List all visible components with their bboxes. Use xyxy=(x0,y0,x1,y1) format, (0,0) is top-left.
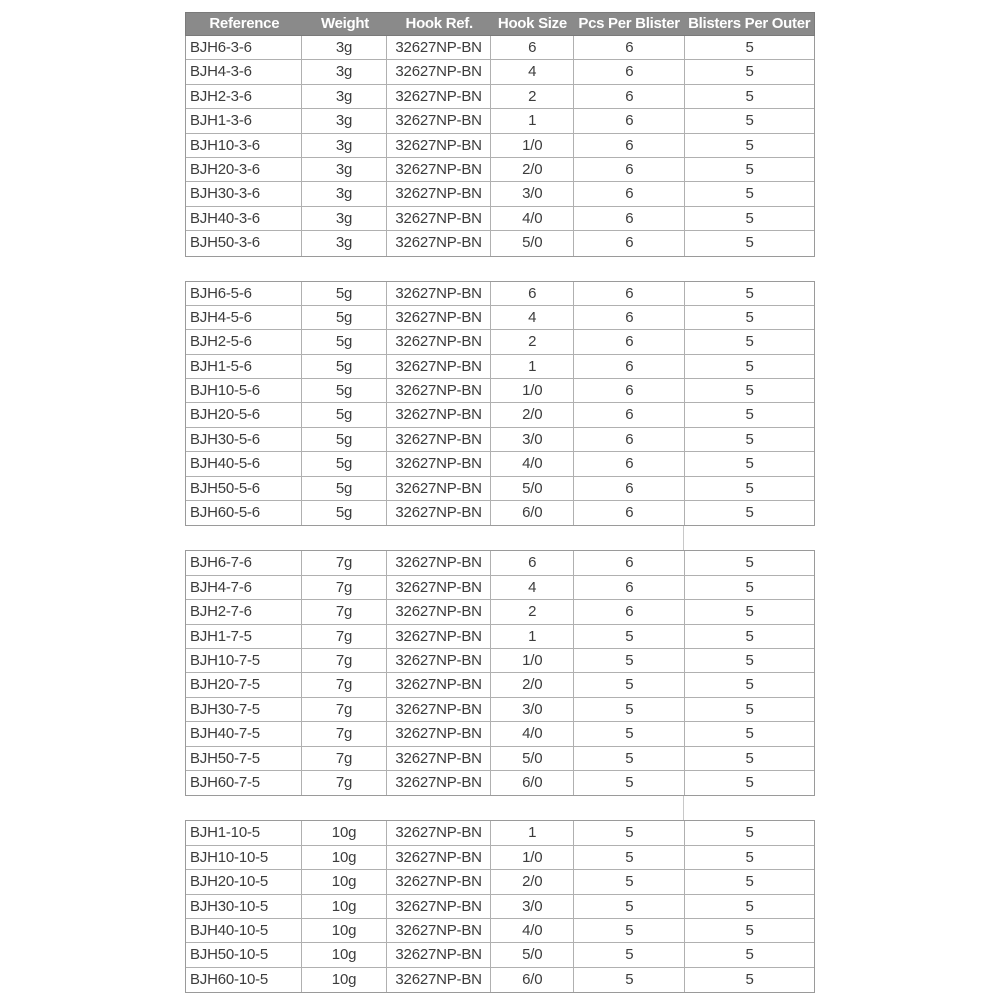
cell-weight: 7g xyxy=(302,747,387,770)
cell-weight: 3g xyxy=(302,60,387,83)
cell-hook-ref: 32627NP-BN xyxy=(387,551,491,574)
cell-reference: BJH1-3-6 xyxy=(186,109,302,132)
cell-blisters-per-outer: 5 xyxy=(745,700,754,718)
table-row xyxy=(186,452,814,476)
cell-blisters-per-outer: 5 xyxy=(745,357,754,375)
cell-blisters-per-outer: 5 xyxy=(745,382,754,400)
cell-hook-size: 4/0 xyxy=(491,452,574,475)
cell-hook-size: 3/0 xyxy=(491,895,574,918)
cell-reference: BJH40-5-6 xyxy=(186,452,302,475)
cell-blisters-per-outer: 5 xyxy=(745,284,754,302)
cell-weight: 3g xyxy=(302,36,387,59)
cell-weight: 3g xyxy=(302,85,387,108)
cell-blisters-per-outer: 5 xyxy=(745,578,754,596)
cell-blisters-per-outer: 5 xyxy=(745,87,754,105)
cell-hook-ref: 32627NP-BN xyxy=(387,501,491,525)
header-blisters-per-outer: Blisters Per Outer xyxy=(688,15,811,32)
cell-pcs-per-blister: 6 xyxy=(574,207,685,230)
table-row xyxy=(186,330,814,354)
cell-hook-size: 6 xyxy=(491,36,574,59)
table-row xyxy=(186,403,814,427)
cell-pcs-per-blister: 6 xyxy=(574,60,685,83)
header-hook-ref: Hook Ref. xyxy=(405,15,473,32)
cell-weight: 7g xyxy=(302,673,387,696)
cell-hook-ref: 32627NP-BN xyxy=(387,747,491,770)
cell-hook-size: 6/0 xyxy=(491,771,574,795)
table-row xyxy=(186,821,814,845)
cell-hook-ref: 32627NP-BN xyxy=(387,625,491,648)
table-header xyxy=(185,12,815,36)
table-row xyxy=(186,846,814,870)
cell-weight: 5g xyxy=(302,403,387,426)
table-row xyxy=(186,870,814,894)
header-pcs-per-blister: Pcs Per Blister xyxy=(578,15,680,32)
cell-reference: BJH2-7-6 xyxy=(186,600,302,623)
cell-hook-size: 4/0 xyxy=(491,207,574,230)
cell-hook-size: 5/0 xyxy=(491,477,574,500)
cell-reference: BJH20-3-6 xyxy=(186,158,302,181)
cell-hook-ref: 32627NP-BN xyxy=(387,428,491,451)
cell-hook-size: 1 xyxy=(491,821,574,844)
cell-blisters-per-outer: 5 xyxy=(745,824,754,842)
cell-hook-size: 3/0 xyxy=(491,182,574,205)
cell-hook-size: 2/0 xyxy=(491,673,574,696)
cell-hook-ref: 32627NP-BN xyxy=(387,231,491,255)
header-weight: Weight xyxy=(321,15,369,32)
cell-hook-size: 4 xyxy=(491,306,574,329)
cell-blisters-per-outer: 5 xyxy=(745,136,754,154)
cell-pcs-per-blister: 6 xyxy=(574,306,685,329)
table-row xyxy=(186,306,814,330)
spacer-divider xyxy=(683,796,684,820)
cell-reference: BJH2-3-6 xyxy=(186,85,302,108)
table-row xyxy=(186,207,814,231)
cell-blisters-per-outer: 5 xyxy=(745,627,754,645)
cell-reference: BJH6-7-6 xyxy=(186,551,302,574)
cell-hook-ref: 32627NP-BN xyxy=(387,36,491,59)
row-group xyxy=(185,281,815,527)
cell-pcs-per-blister: 5 xyxy=(574,649,685,672)
cell-weight: 10g xyxy=(302,821,387,844)
cell-hook-size: 3/0 xyxy=(491,698,574,721)
cell-reference: BJH30-3-6 xyxy=(186,182,302,205)
cell-hook-ref: 32627NP-BN xyxy=(387,330,491,353)
table-row xyxy=(186,428,814,452)
cell-hook-ref: 32627NP-BN xyxy=(387,134,491,157)
group-spacer xyxy=(185,796,815,820)
table-row xyxy=(186,282,814,306)
cell-hook-ref: 32627NP-BN xyxy=(387,158,491,181)
cell-pcs-per-blister: 6 xyxy=(574,576,685,599)
cell-reference: BJH20-5-6 xyxy=(186,403,302,426)
cell-blisters-per-outer: 5 xyxy=(745,848,754,866)
cell-reference: BJH40-3-6 xyxy=(186,207,302,230)
cell-hook-ref: 32627NP-BN xyxy=(387,477,491,500)
cell-pcs-per-blister: 5 xyxy=(574,821,685,844)
cell-hook-size: 5/0 xyxy=(491,943,574,966)
cell-hook-ref: 32627NP-BN xyxy=(387,870,491,893)
cell-reference: BJH4-7-6 xyxy=(186,576,302,599)
cell-reference: BJH1-10-5 xyxy=(186,821,302,844)
cell-blisters-per-outer: 5 xyxy=(745,946,754,964)
cell-hook-size: 6 xyxy=(491,282,574,305)
cell-hook-ref: 32627NP-BN xyxy=(387,452,491,475)
cell-weight: 5g xyxy=(302,330,387,353)
cell-hook-ref: 32627NP-BN xyxy=(387,355,491,378)
cell-pcs-per-blister: 6 xyxy=(574,158,685,181)
cell-blisters-per-outer: 5 xyxy=(745,479,754,497)
cell-blisters-per-outer: 5 xyxy=(745,430,754,448)
cell-hook-size: 1 xyxy=(491,625,574,648)
cell-reference: BJH60-7-5 xyxy=(186,771,302,795)
cell-pcs-per-blister: 6 xyxy=(574,452,685,475)
cell-hook-size: 2 xyxy=(491,85,574,108)
row-group xyxy=(185,36,815,257)
group-spacer xyxy=(185,257,815,281)
table-row xyxy=(186,379,814,403)
cell-weight: 5g xyxy=(302,477,387,500)
cell-hook-ref: 32627NP-BN xyxy=(387,821,491,844)
cell-weight: 5g xyxy=(302,306,387,329)
cell-pcs-per-blister: 5 xyxy=(574,747,685,770)
table-row xyxy=(186,355,814,379)
cell-pcs-per-blister: 6 xyxy=(574,477,685,500)
cell-reference: BJH50-10-5 xyxy=(186,943,302,966)
cell-blisters-per-outer: 5 xyxy=(745,234,754,252)
table-row xyxy=(186,576,814,600)
cell-weight: 10g xyxy=(302,895,387,918)
cell-hook-ref: 32627NP-BN xyxy=(387,282,491,305)
cell-hook-size: 1/0 xyxy=(491,379,574,402)
cell-blisters-per-outer: 5 xyxy=(745,112,754,130)
cell-hook-size: 1/0 xyxy=(491,649,574,672)
row-group xyxy=(185,820,815,993)
cell-pcs-per-blister: 5 xyxy=(574,698,685,721)
cell-pcs-per-blister: 5 xyxy=(574,771,685,795)
cell-pcs-per-blister: 6 xyxy=(574,109,685,132)
cell-hook-ref: 32627NP-BN xyxy=(387,968,491,992)
cell-hook-ref: 32627NP-BN xyxy=(387,771,491,795)
cell-weight: 7g xyxy=(302,698,387,721)
cell-weight: 7g xyxy=(302,600,387,623)
cell-hook-size: 2/0 xyxy=(491,158,574,181)
table-row xyxy=(186,625,814,649)
cell-blisters-per-outer: 5 xyxy=(745,160,754,178)
cell-hook-ref: 32627NP-BN xyxy=(387,207,491,230)
cell-weight: 5g xyxy=(302,282,387,305)
cell-reference: BJH50-3-6 xyxy=(186,231,302,255)
cell-pcs-per-blister: 6 xyxy=(574,182,685,205)
table-row xyxy=(186,968,814,992)
cell-pcs-per-blister: 6 xyxy=(574,282,685,305)
cell-hook-ref: 32627NP-BN xyxy=(387,85,491,108)
cell-blisters-per-outer: 5 xyxy=(745,308,754,326)
cell-hook-size: 2/0 xyxy=(491,403,574,426)
cell-blisters-per-outer: 5 xyxy=(745,185,754,203)
cell-hook-ref: 32627NP-BN xyxy=(387,698,491,721)
cell-reference: BJH40-7-5 xyxy=(186,722,302,745)
cell-hook-ref: 32627NP-BN xyxy=(387,846,491,869)
cell-blisters-per-outer: 5 xyxy=(745,725,754,743)
cell-pcs-per-blister: 5 xyxy=(574,673,685,696)
cell-hook-ref: 32627NP-BN xyxy=(387,600,491,623)
cell-hook-ref: 32627NP-BN xyxy=(387,649,491,672)
cell-pcs-per-blister: 6 xyxy=(574,379,685,402)
cell-weight: 3g xyxy=(302,158,387,181)
cell-reference: BJH10-5-6 xyxy=(186,379,302,402)
spacer-divider xyxy=(683,526,684,550)
table-row xyxy=(186,85,814,109)
cell-pcs-per-blister: 6 xyxy=(574,600,685,623)
table-row xyxy=(186,673,814,697)
table-row xyxy=(186,182,814,206)
cell-reference: BJH30-5-6 xyxy=(186,428,302,451)
cell-reference: BJH10-3-6 xyxy=(186,134,302,157)
table-row xyxy=(186,551,814,575)
cell-hook-ref: 32627NP-BN xyxy=(387,109,491,132)
table-row xyxy=(186,895,814,919)
cell-blisters-per-outer: 5 xyxy=(745,603,754,621)
cell-pcs-per-blister: 5 xyxy=(574,943,685,966)
cell-pcs-per-blister: 6 xyxy=(574,501,685,525)
table-row xyxy=(186,722,814,746)
cell-reference: BJH20-10-5 xyxy=(186,870,302,893)
cell-hook-ref: 32627NP-BN xyxy=(387,722,491,745)
cell-hook-ref: 32627NP-BN xyxy=(387,379,491,402)
table-row xyxy=(186,109,814,133)
cell-pcs-per-blister: 5 xyxy=(574,722,685,745)
cell-reference: BJH10-7-5 xyxy=(186,649,302,672)
cell-weight: 7g xyxy=(302,722,387,745)
cell-blisters-per-outer: 5 xyxy=(745,209,754,227)
cell-pcs-per-blister: 5 xyxy=(574,846,685,869)
group-spacer xyxy=(185,526,815,550)
cell-pcs-per-blister: 6 xyxy=(574,231,685,255)
cell-pcs-per-blister: 6 xyxy=(574,551,685,574)
cell-pcs-per-blister: 6 xyxy=(574,355,685,378)
cell-reference: BJH20-7-5 xyxy=(186,673,302,696)
cell-hook-ref: 32627NP-BN xyxy=(387,182,491,205)
cell-weight: 5g xyxy=(302,355,387,378)
cell-weight: 10g xyxy=(302,870,387,893)
cell-weight: 10g xyxy=(302,919,387,942)
cell-pcs-per-blister: 6 xyxy=(574,428,685,451)
cell-blisters-per-outer: 5 xyxy=(745,773,754,791)
cell-reference: BJH60-10-5 xyxy=(186,968,302,992)
cell-reference: BJH4-5-6 xyxy=(186,306,302,329)
cell-weight: 7g xyxy=(302,625,387,648)
cell-hook-ref: 32627NP-BN xyxy=(387,895,491,918)
cell-pcs-per-blister: 5 xyxy=(574,968,685,992)
cell-blisters-per-outer: 5 xyxy=(745,651,754,669)
cell-hook-ref: 32627NP-BN xyxy=(387,919,491,942)
cell-weight: 10g xyxy=(302,846,387,869)
cell-weight: 3g xyxy=(302,134,387,157)
cell-hook-size: 2/0 xyxy=(491,870,574,893)
cell-hook-size: 4/0 xyxy=(491,919,574,942)
cell-hook-size: 4 xyxy=(491,60,574,83)
cell-hook-size: 5/0 xyxy=(491,231,574,255)
table-row xyxy=(186,771,814,795)
cell-hook-size: 1/0 xyxy=(491,134,574,157)
cell-hook-size: 3/0 xyxy=(491,428,574,451)
cell-hook-ref: 32627NP-BN xyxy=(387,673,491,696)
cell-hook-size: 4 xyxy=(491,576,574,599)
table-row xyxy=(186,36,814,60)
cell-hook-size: 1 xyxy=(491,355,574,378)
cell-blisters-per-outer: 5 xyxy=(745,749,754,767)
cell-weight: 5g xyxy=(302,428,387,451)
cell-weight: 3g xyxy=(302,109,387,132)
cell-hook-ref: 32627NP-BN xyxy=(387,576,491,599)
cell-hook-size: 4/0 xyxy=(491,722,574,745)
cell-pcs-per-blister: 6 xyxy=(574,403,685,426)
table-body xyxy=(185,36,815,993)
cell-reference: BJH30-10-5 xyxy=(186,895,302,918)
cell-weight: 7g xyxy=(302,576,387,599)
cell-weight: 3g xyxy=(302,231,387,255)
table-row xyxy=(186,158,814,182)
cell-pcs-per-blister: 6 xyxy=(574,85,685,108)
cell-blisters-per-outer: 5 xyxy=(745,39,754,56)
cell-pcs-per-blister: 5 xyxy=(574,919,685,942)
table-row xyxy=(186,600,814,624)
cell-hook-size: 2 xyxy=(491,600,574,623)
row-group xyxy=(185,550,815,796)
cell-reference: BJH50-5-6 xyxy=(186,477,302,500)
cell-reference: BJH1-7-5 xyxy=(186,625,302,648)
cell-hook-ref: 32627NP-BN xyxy=(387,60,491,83)
table-row xyxy=(186,698,814,722)
cell-weight: 10g xyxy=(302,968,387,992)
cell-blisters-per-outer: 5 xyxy=(745,897,754,915)
cell-blisters-per-outer: 5 xyxy=(745,333,754,351)
cell-blisters-per-outer: 5 xyxy=(745,504,754,522)
cell-blisters-per-outer: 5 xyxy=(745,406,754,424)
cell-weight: 5g xyxy=(302,501,387,525)
cell-pcs-per-blister: 6 xyxy=(574,330,685,353)
cell-hook-size: 2 xyxy=(491,330,574,353)
cell-blisters-per-outer: 5 xyxy=(745,921,754,939)
cell-hook-ref: 32627NP-BN xyxy=(387,943,491,966)
table-row xyxy=(186,501,814,525)
product-spec-table xyxy=(185,12,815,993)
table-row xyxy=(186,943,814,967)
cell-pcs-per-blister: 5 xyxy=(574,895,685,918)
cell-blisters-per-outer: 5 xyxy=(745,554,754,572)
cell-reference: BJH60-5-6 xyxy=(186,501,302,525)
cell-weight: 5g xyxy=(302,379,387,402)
table-row xyxy=(186,231,814,255)
table-row xyxy=(186,60,814,84)
cell-hook-size: 1/0 xyxy=(491,846,574,869)
cell-weight: 3g xyxy=(302,182,387,205)
cell-hook-size: 6/0 xyxy=(491,968,574,992)
header-reference: Reference xyxy=(209,15,280,32)
cell-reference: BJH6-5-6 xyxy=(186,282,302,305)
cell-pcs-per-blister: 6 xyxy=(574,36,685,59)
cell-reference: BJH10-10-5 xyxy=(186,846,302,869)
table-row xyxy=(186,747,814,771)
cell-blisters-per-outer: 5 xyxy=(745,873,754,891)
cell-hook-ref: 32627NP-BN xyxy=(387,306,491,329)
cell-reference: BJH1-5-6 xyxy=(186,355,302,378)
cell-hook-size: 6/0 xyxy=(491,501,574,525)
cell-reference: BJH4-3-6 xyxy=(186,60,302,83)
cell-reference: BJH50-7-5 xyxy=(186,747,302,770)
cell-reference: BJH30-7-5 xyxy=(186,698,302,721)
table-row xyxy=(186,919,814,943)
header-hook-size: Hook Size xyxy=(497,15,567,32)
cell-hook-size: 6 xyxy=(491,551,574,574)
table-row xyxy=(186,134,814,158)
cell-weight: 10g xyxy=(302,943,387,966)
cell-pcs-per-blister: 5 xyxy=(574,870,685,893)
table-row xyxy=(186,649,814,673)
cell-weight: 7g xyxy=(302,771,387,795)
cell-hook-ref: 32627NP-BN xyxy=(387,403,491,426)
cell-reference: BJH6-3-6 xyxy=(186,36,302,59)
table-row xyxy=(186,477,814,501)
cell-pcs-per-blister: 6 xyxy=(574,134,685,157)
cell-hook-size: 1 xyxy=(491,109,574,132)
cell-blisters-per-outer: 5 xyxy=(745,455,754,473)
cell-pcs-per-blister: 5 xyxy=(574,625,685,648)
cell-blisters-per-outer: 5 xyxy=(745,63,754,81)
cell-weight: 5g xyxy=(302,452,387,475)
cell-weight: 7g xyxy=(302,551,387,574)
cell-weight: 3g xyxy=(302,207,387,230)
cell-weight: 7g xyxy=(302,649,387,672)
cell-reference: BJH2-5-6 xyxy=(186,330,302,353)
cell-hook-size: 5/0 xyxy=(491,747,574,770)
cell-blisters-per-outer: 5 xyxy=(745,970,754,988)
cell-blisters-per-outer: 5 xyxy=(745,676,754,694)
cell-reference: BJH40-10-5 xyxy=(186,919,302,942)
